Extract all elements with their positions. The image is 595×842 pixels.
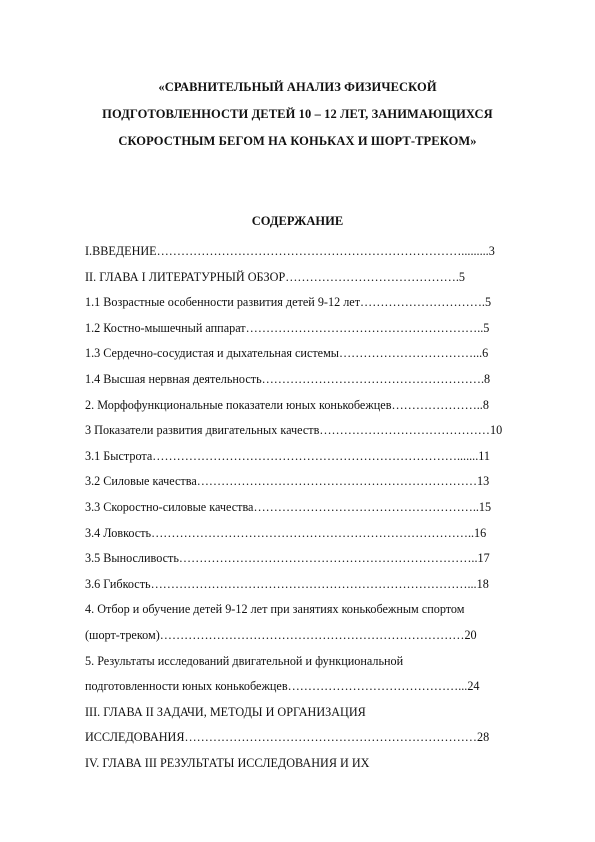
title-line: СКОРОСТНЫМ БЕГОМ НА КОНЬКАХ И ШОРТ-ТРЕКОМ» [118, 134, 477, 148]
toc-entry: 5. Результаты исследований двигательной и функциональной [85, 653, 404, 668]
toc-entry: II. ГЛАВА I ЛИТЕРАТУРНЫЙ ОБЗОР…………………………………….5 [85, 269, 466, 284]
toc-entry: 3.4 Ловкость……………………………………………………………………..16 [85, 525, 487, 540]
toc-entry: 1.4 Высшая нервная деятельность……………………………………………….8 [85, 371, 491, 386]
toc-entry: 3.5 Выносливость………………………………………………………………..17 [85, 551, 490, 566]
document-title [60, 74, 535, 155]
toc-entry: подготовленности юных конькобежцев……………………………………...24 [85, 679, 480, 694]
title-line: ПОДГОТОВЛЕННОСТИ ДЕТЕЙ 10 – 12 ЛЕТ, ЗАНИМАЮЩИХСЯ [102, 107, 493, 121]
toc-heading: СОДЕРЖАНИЕ [251, 214, 344, 228]
toc-entry: 1.3 Сердечно-сосудистая и дыхательная системы……………………………...6 [85, 346, 489, 361]
toc-entry: 3.2 Силовые качества……………………………………………………………13 [85, 474, 490, 489]
toc-entry: 3 Показатели развития двигательных качеств……………………………………10 [85, 423, 503, 438]
toc-entry: I.ВВЕДЕНИЕ………………………………………………………………….........3 [85, 244, 495, 258]
toc-entry: 1.2 Костно-мышечный аппарат…………………………………………………..5 [85, 320, 490, 335]
toc-entry: 4. Отбор и обучение детей 9-12 лет при занятиях конькобежным спортом [85, 602, 465, 617]
toc-entry: ИССЛЕДОВАНИЯ………………………………………………………………28 [85, 730, 490, 745]
toc-entry: 2. Морфофункциональные показатели юных конькобежцев…………………..8 [85, 397, 489, 412]
toc-entry: 3.3 Скоростно-силовые качества………………………………………………..15 [85, 499, 492, 514]
table-of-contents [85, 244, 555, 781]
toc-entry: IV. ГЛАВА III РЕЗУЛЬТАТЫ ИССЛЕДОВАНИЯ И ИХ [85, 755, 370, 770]
toc-entry: 3.1 Быстрота………………………………………………………………….......11 [85, 448, 491, 463]
toc-entry: 1.1 Возрастные особенности развития детей 9-12 лет………………………….5 [85, 295, 492, 310]
title-line: «СРАВНИТЕЛЬНЫЙ АНАЛИЗ ФИЗИЧЕСКОЙ [158, 80, 437, 94]
toc-entry: III. ГЛАВА II ЗАДАЧИ, МЕТОДЫ И ОРГАНИЗАЦИЯ [85, 704, 366, 719]
toc-entry: (шорт-треком)…………………………………………………………………20 [85, 627, 477, 642]
toc-entry: 3.6 Гибкость……………………………………………………………………...18 [85, 576, 489, 591]
